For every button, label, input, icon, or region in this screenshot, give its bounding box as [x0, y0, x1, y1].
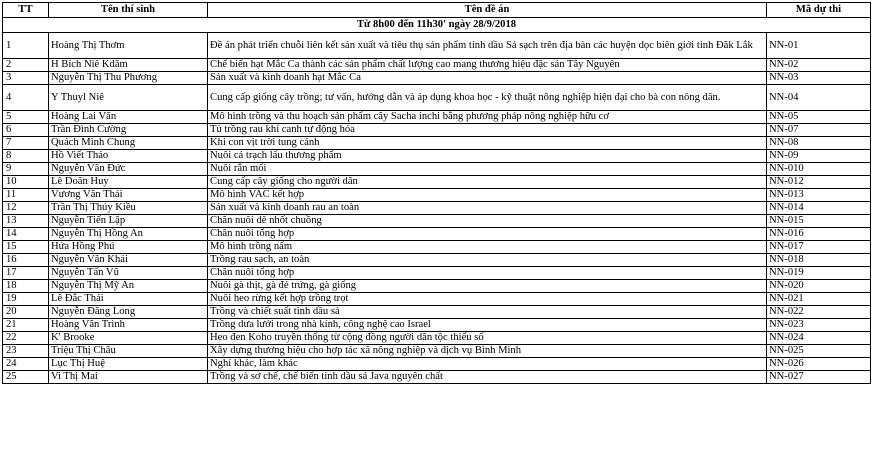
cell-code: NN-04	[767, 85, 871, 111]
cell-project: Nuôi rắn mối	[208, 163, 767, 176]
cell-tt: 12	[3, 202, 49, 215]
cell-tt: 25	[3, 371, 49, 384]
cell-project: Khi con vịt trời tung cánh	[208, 137, 767, 150]
cell-code: NN-01	[767, 33, 871, 59]
cell-project: Sản xuất và kinh doanh rau an toàn	[208, 202, 767, 215]
contestant-table	[2, 2, 871, 384]
cell-name: Hồ Viết Thảo	[49, 150, 208, 163]
table-row	[3, 319, 871, 332]
cell-tt: 6	[3, 124, 49, 137]
table-row	[3, 189, 871, 202]
cell-name: Lục Thị Huệ	[49, 358, 208, 371]
header-code: Mã dự thi	[767, 3, 871, 18]
cell-tt: 9	[3, 163, 49, 176]
table-row	[3, 124, 871, 137]
header-tt: TT	[3, 3, 49, 18]
cell-project: Mô hình trồng nấm	[208, 241, 767, 254]
cell-tt: 17	[3, 267, 49, 280]
cell-project: Đề án phát triển chuỗi liên kết sản xuất và tiêu thụ sản phẩm tinh dầu Sả sạch trên địa bàn các huyện dọc biên giới tỉnh Đăk Lắk	[208, 33, 767, 59]
cell-name: Hoàng Lai Vân	[49, 111, 208, 124]
cell-code: NN-027	[767, 371, 871, 384]
table-row	[3, 85, 871, 111]
cell-tt: 8	[3, 150, 49, 163]
cell-name: Nguyễn Tiến Lập	[49, 215, 208, 228]
cell-name: H Bích Niê Kdăm	[49, 59, 208, 72]
cell-tt: 21	[3, 319, 49, 332]
table-row	[3, 33, 871, 59]
cell-code: NN-024	[767, 332, 871, 345]
cell-code: NN-017	[767, 241, 871, 254]
cell-tt: 4	[3, 85, 49, 111]
cell-code: NN-026	[767, 358, 871, 371]
header-name: Tên thí sinh	[49, 3, 208, 18]
cell-code: NN-016	[767, 228, 871, 241]
cell-name: Trần Thị Thúy Kiều	[49, 202, 208, 215]
cell-code: NN-022	[767, 306, 871, 319]
cell-name: Nguyễn Tấn Vũ	[49, 267, 208, 280]
table-row	[3, 137, 871, 150]
cell-tt: 2	[3, 59, 49, 72]
cell-name: Hoàng Văn Trình	[49, 319, 208, 332]
cell-project: Mô hình VAC kết hợp	[208, 189, 767, 202]
cell-tt: 16	[3, 254, 49, 267]
cell-name: Nguyễn Thị Hồng An	[49, 228, 208, 241]
cell-name: Vi Thị Mai	[49, 371, 208, 384]
cell-code: NN-03	[767, 72, 871, 85]
cell-code: NN-08	[767, 137, 871, 150]
cell-name: Nguyễn Thị Mỹ An	[49, 280, 208, 293]
session-time: Từ 8h00 đến 11h30' ngày 28/9/2018	[3, 18, 871, 33]
cell-tt: 24	[3, 358, 49, 371]
cell-code: NN-09	[767, 150, 871, 163]
header-project: Tên đề án	[208, 3, 767, 18]
table-row	[3, 202, 871, 215]
table-row	[3, 371, 871, 384]
table-row	[3, 280, 871, 293]
cell-project: Chăn nuôi tổng hợp	[208, 228, 767, 241]
cell-name: Nguyễn Văn Đức	[49, 163, 208, 176]
cell-name: Triệu Thị Châu	[49, 345, 208, 358]
cell-code: NN-021	[767, 293, 871, 306]
cell-project: Mô hình trồng và thu hoạch sản phẩm cây Sacha inchi bằng phương pháp nông nghiệp hữu cơ	[208, 111, 767, 124]
cell-name: Nguyễn Văn Khải	[49, 254, 208, 267]
table-row	[3, 254, 871, 267]
cell-code: NN-02	[767, 59, 871, 72]
cell-tt: 11	[3, 189, 49, 202]
cell-project: Nuôi heo rừng kết hợp trồng trọt	[208, 293, 767, 306]
cell-code: NN-020	[767, 280, 871, 293]
cell-code: NN-025	[767, 345, 871, 358]
table-row	[3, 332, 871, 345]
cell-tt: 20	[3, 306, 49, 319]
cell-code: NN-05	[767, 111, 871, 124]
cell-tt: 15	[3, 241, 49, 254]
cell-code: NN-07	[767, 124, 871, 137]
cell-tt: 14	[3, 228, 49, 241]
table-row	[3, 150, 871, 163]
cell-project: Nuôi cá trạch lấu thương phẩm	[208, 150, 767, 163]
cell-tt: 1	[3, 33, 49, 59]
cell-project: Chăn nuôi dê nhốt chuồng	[208, 215, 767, 228]
cell-tt: 18	[3, 280, 49, 293]
cell-project: Nghỉ khác, làm khác	[208, 358, 767, 371]
cell-project: Cung cấp cây giống cho người dân	[208, 176, 767, 189]
cell-tt: 23	[3, 345, 49, 358]
cell-code: NN-014	[767, 202, 871, 215]
table-row	[3, 345, 871, 358]
cell-name: K' Brooke	[49, 332, 208, 345]
table-row	[3, 163, 871, 176]
cell-project: Trồng dưa lưới trong nhà kính, công nghệ cao Israel	[208, 319, 767, 332]
cell-tt: 22	[3, 332, 49, 345]
cell-name: Quách Minh Chung	[49, 137, 208, 150]
table-row	[3, 358, 871, 371]
table-row	[3, 59, 871, 72]
cell-name: Hứa Hồng Phú	[49, 241, 208, 254]
cell-project: Heo đen Koho truyền thống từ cộng đồng người dân tộc thiểu số	[208, 332, 767, 345]
cell-project: Trồng và sơ chế, chế biến tinh dầu sả Java nguyên chất	[208, 371, 767, 384]
cell-project: Chế biến hạt Mắc Ca thành các sản phẩm chất lượng cao mang thương hiệu đặc sản Tây Nguyên	[208, 59, 767, 72]
cell-code: NN-013	[767, 189, 871, 202]
cell-name: Nguyễn Đăng Long	[49, 306, 208, 319]
cell-project: Nuôi gà thịt, gà đẻ trứng, gà giống	[208, 280, 767, 293]
table-row	[3, 241, 871, 254]
cell-code: NN-018	[767, 254, 871, 267]
cell-tt: 13	[3, 215, 49, 228]
cell-name: Lê Doãn Huy	[49, 176, 208, 189]
cell-name: Nguyễn Thị Thu Phương	[49, 72, 208, 85]
header-row	[3, 3, 871, 18]
session-row	[3, 18, 871, 33]
cell-project: Sản xuất và kinh doanh hạt Mắc Ca	[208, 72, 767, 85]
cell-code: NN-019	[767, 267, 871, 280]
cell-name: Lê Đắc Thái	[49, 293, 208, 306]
cell-project: Chăn nuôi tổng hợp	[208, 267, 767, 280]
cell-name: Y Thuyl Niê	[49, 85, 208, 111]
cell-code: NN-015	[767, 215, 871, 228]
table-row	[3, 306, 871, 319]
cell-project: Cung cấp giống cây trồng; tư vấn, hướng dẫn và áp dụng khoa học - kỹ thuật nông nghiệp hiện đại cho bà con nông dân.	[208, 85, 767, 111]
cell-tt: 5	[3, 111, 49, 124]
cell-tt: 3	[3, 72, 49, 85]
table-row	[3, 267, 871, 280]
cell-code: NN-012	[767, 176, 871, 189]
cell-tt: 7	[3, 137, 49, 150]
cell-name: Trần Đình Cường	[49, 124, 208, 137]
cell-name: Vương Văn Thái	[49, 189, 208, 202]
cell-project: Xây dựng thương hiệu cho hợp tác xã nông nghiệp và dịch vụ Bình Minh	[208, 345, 767, 358]
cell-code: NN-023	[767, 319, 871, 332]
table-row	[3, 293, 871, 306]
table-row	[3, 72, 871, 85]
cell-project: Tủ trồng rau khí canh tự động hóa	[208, 124, 767, 137]
table-row	[3, 176, 871, 189]
cell-project: Trồng và chiết suất tinh dầu sả	[208, 306, 767, 319]
cell-project: Trồng rau sạch, an toàn	[208, 254, 767, 267]
cell-name: Hoàng Thị Thơm	[49, 33, 208, 59]
cell-tt: 10	[3, 176, 49, 189]
cell-code: NN-010	[767, 163, 871, 176]
table-row	[3, 215, 871, 228]
table-row	[3, 111, 871, 124]
table-row	[3, 228, 871, 241]
cell-tt: 19	[3, 293, 49, 306]
